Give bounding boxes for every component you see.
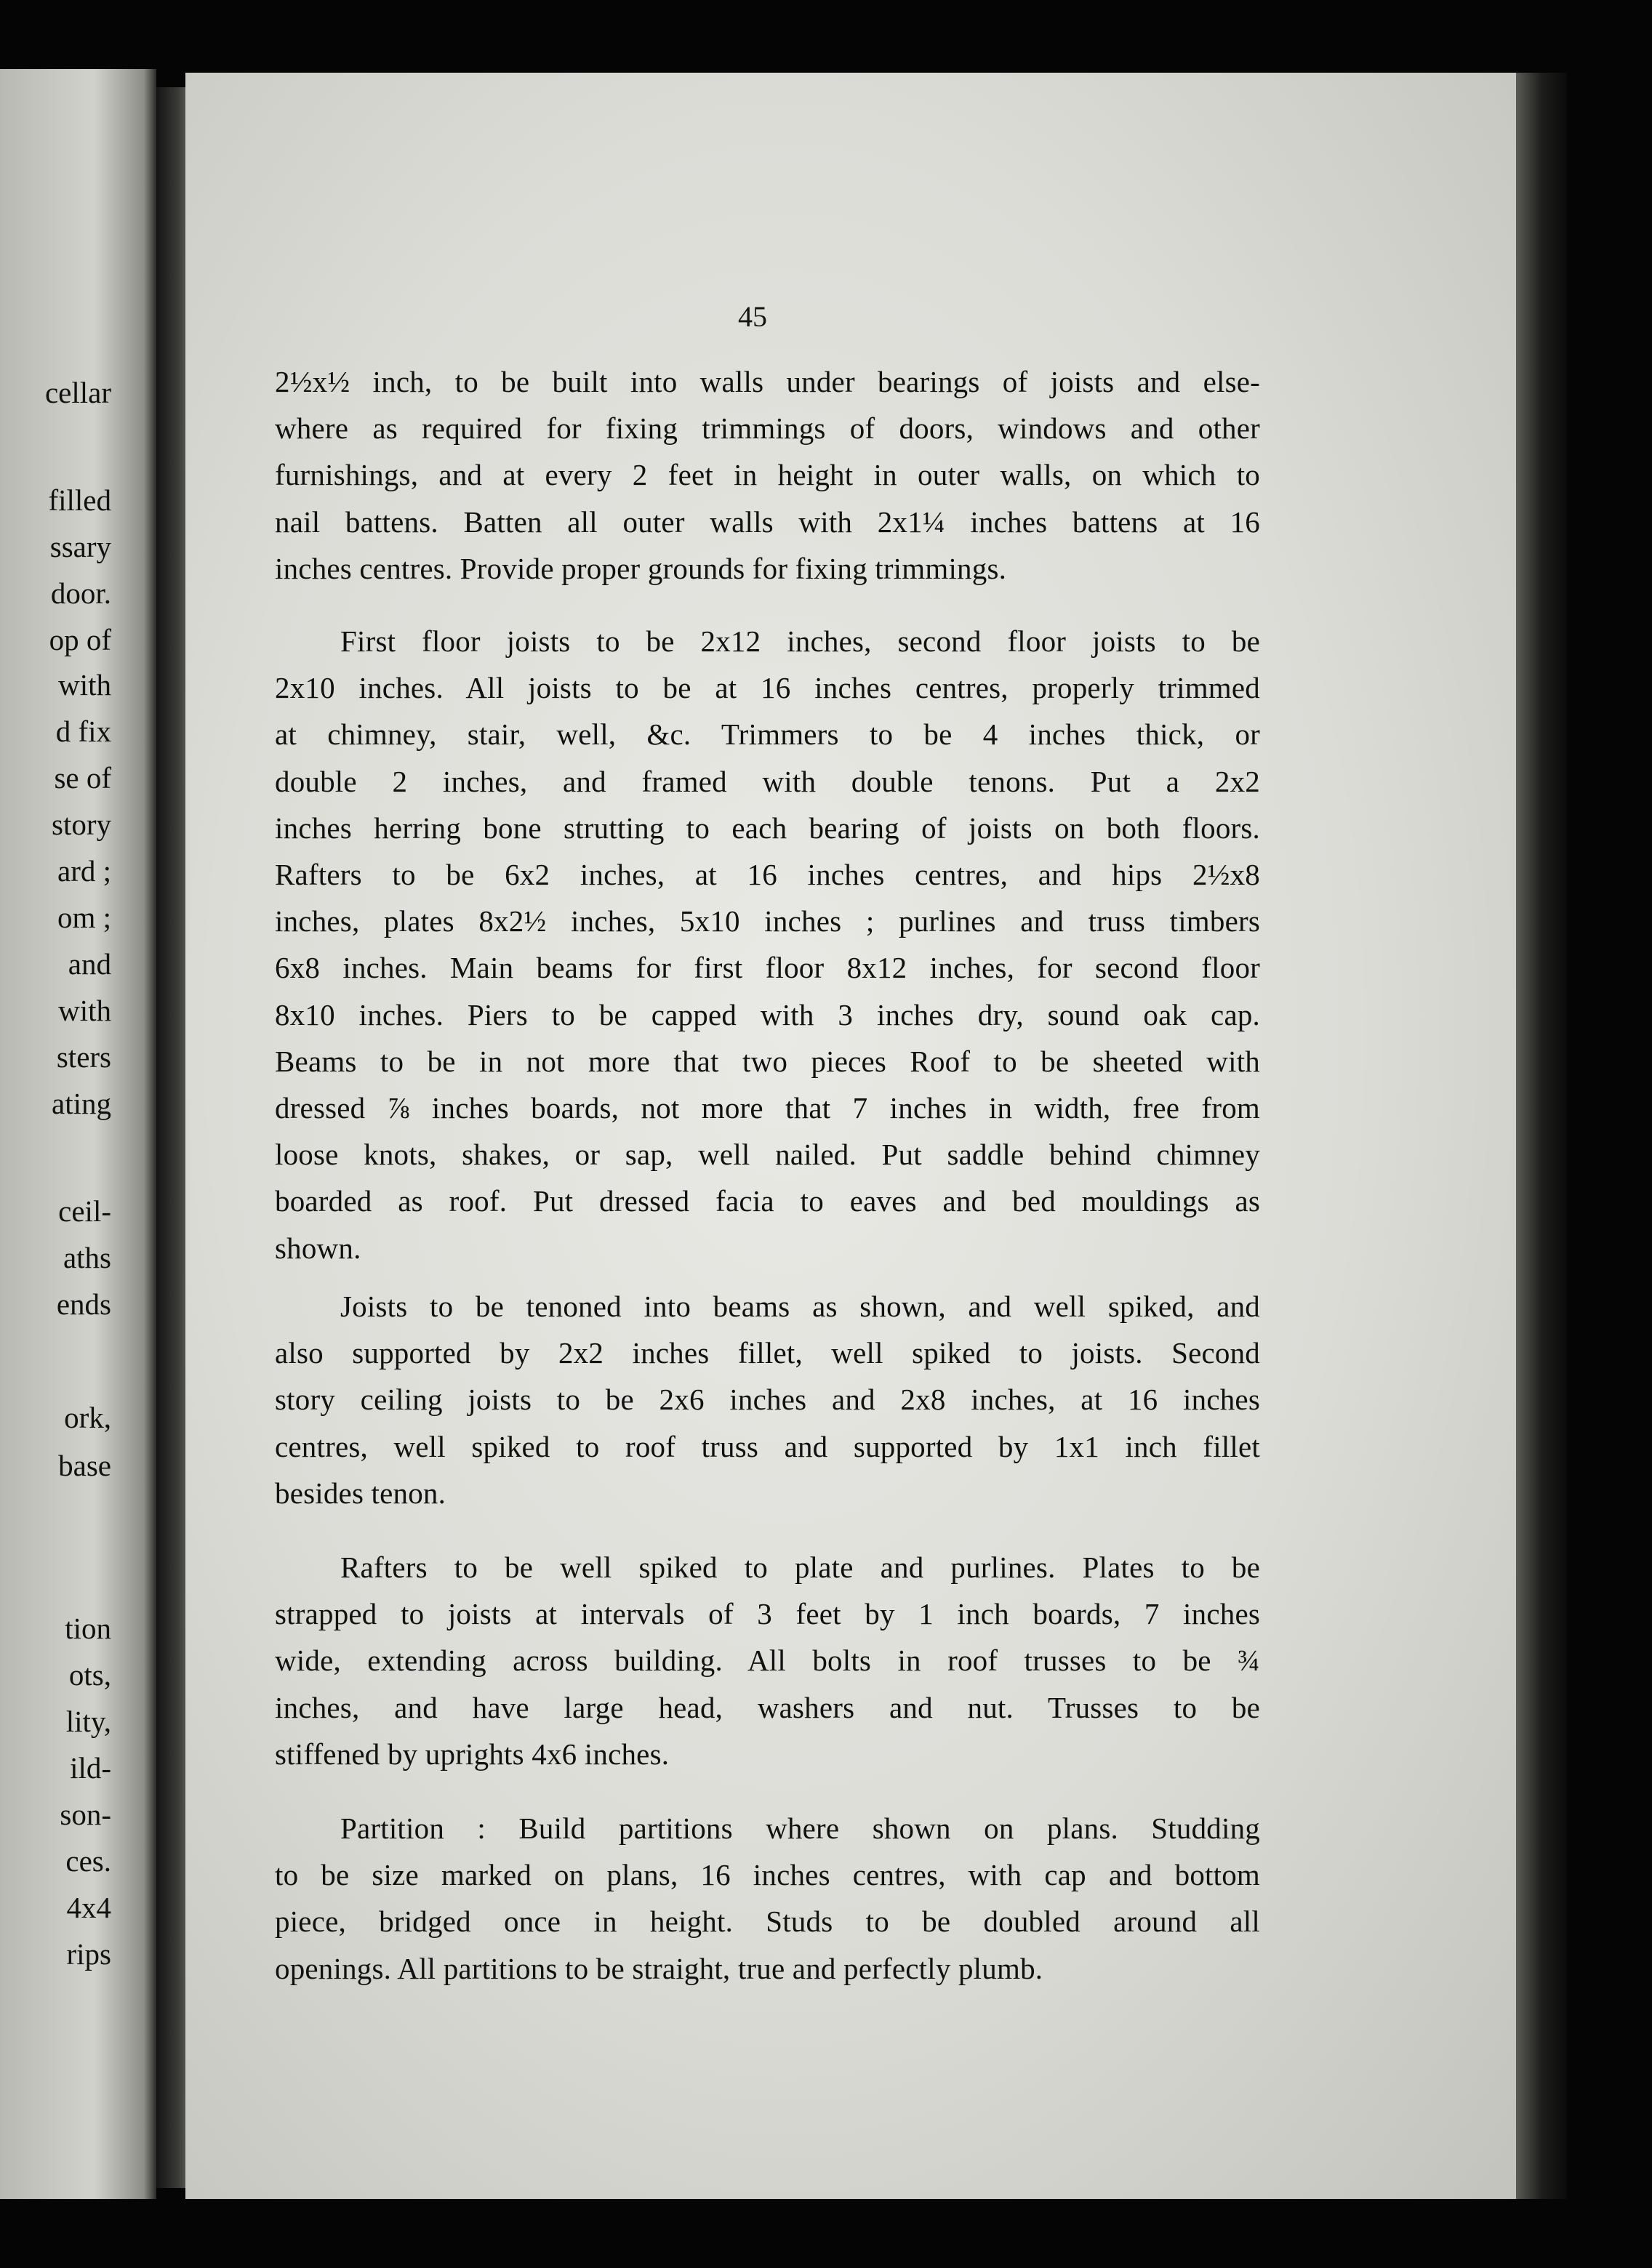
left-page-fragment: ork, <box>64 1401 111 1434</box>
paragraph-4-line: inches, and have large head, washers and nut. Trusses to be <box>275 1690 1260 1724</box>
left-page-fragment: and <box>68 947 111 981</box>
paragraph-2-line: boarded as roof. Put dressed facia to eaves and bed mouldings as <box>275 1184 1260 1218</box>
left-page-fragment: ssary <box>49 530 111 563</box>
paragraph-2-line: 8x10 inches. Piers to be capped with 3 inches dry, sound oak cap. <box>275 997 1260 1032</box>
paragraph-2-line: 2x10 inches. All joists to be at 16 inches centres, properly trimmed <box>275 671 1260 705</box>
paragraph-3-line: besides tenon. <box>275 1476 446 1510</box>
paragraph-5-line: piece, bridged once in height. Studs to be doubled around all <box>275 1905 1260 1939</box>
left-page-fragment: se of <box>54 761 111 795</box>
paragraph-1-line: where as required for fixing trimmings of doors, windows and other <box>275 411 1260 446</box>
paragraph-1-line: 2½x½ inch, to be built into walls under bearings of joists and else- <box>275 365 1260 398</box>
paragraph-1-line: inches centres. Provide proper grounds for fixing trimmings. <box>275 551 1007 585</box>
paragraph-3-line: story ceiling joists to be 2x6 inches and 2x8 inches, at 16 inches <box>275 1383 1260 1417</box>
left-page-fragment: sters <box>56 1040 111 1074</box>
left-page-fragment: ends <box>56 1287 111 1321</box>
paragraph-1-line: nail battens. Batten all outer walls with 2x1¼ inches battens at 16 <box>275 504 1260 539</box>
paragraph-4-line: strapped to joists at intervals of 3 feet by 1 inch boards, 7 inches <box>275 1597 1260 1631</box>
left-page-fragment: ceil- <box>58 1194 111 1228</box>
left-page-fragment: aths <box>63 1241 111 1274</box>
paragraph-2-line: loose knots, shakes, or sap, well nailed. Put saddle behind chimney <box>275 1138 1260 1172</box>
left-page-fragment: tion <box>65 1612 111 1645</box>
left-page-fragment: base <box>58 1449 111 1482</box>
left-page-fragment: op of <box>49 623 111 656</box>
left-page-fragment: ots, <box>68 1658 111 1692</box>
paragraph-2-line: 6x8 inches. Main beams for first floor 8x12 inches, for second floor <box>275 951 1260 985</box>
paragraph-2-line: Rafters to be 6x2 inches, at 16 inches centres, and hips 2½x8 <box>275 858 1260 891</box>
paragraph-5-line: Partition : Build partitions where shown on plans. Studding <box>340 1811 1260 1845</box>
left-page-fragment: ating <box>52 1087 111 1120</box>
left-page-fragment: 4x4 <box>66 1891 111 1924</box>
left-page-fragment: with <box>58 668 111 701</box>
paragraph-2-line: dressed ⅞ inches boards, not more that 7 inches in width, free from <box>275 1091 1260 1125</box>
paragraph-5-line: openings. All partitions to be straight, true and perfectly plumb. <box>275 1951 1043 1985</box>
left-page-fragment: ces. <box>65 1844 111 1878</box>
left-page-fragment: filled <box>48 483 111 517</box>
paragraph-2-line: inches, plates 8x2½ inches, 5x10 inches ; purlines and truss timbers <box>275 904 1260 938</box>
left-page-fragment: rips <box>66 1937 111 1971</box>
paragraph-3-line: also supported by 2x2 inches fillet, well spiked to joists. Second <box>275 1336 1260 1370</box>
page-edge <box>1516 73 1567 2199</box>
left-page-fragment: story <box>52 808 111 841</box>
left-page-fragment: ard ; <box>57 854 111 888</box>
paragraph-3-line: Joists to be tenoned into beams as shown, and well spiked, and <box>340 1290 1260 1323</box>
left-page-fragment: om ; <box>57 901 111 934</box>
left-page-fragment: d fix <box>55 715 111 748</box>
paragraph-2-line: double 2 inches, and framed with double tenons. Put a 2x2 <box>275 764 1260 798</box>
paragraph-2-line: shown. <box>275 1231 361 1265</box>
page-number: 45 <box>738 300 767 333</box>
left-page <box>0 69 156 2199</box>
paragraph-4-line: Rafters to be well spiked to plate and purlines. Plates to be <box>340 1551 1260 1584</box>
paragraph-1-line: furnishings, and at every 2 feet in height in outer walls, on which to <box>275 458 1260 492</box>
paragraph-3-line: centres, well spiked to roof truss and supported by 1x1 inch fillet <box>275 1429 1260 1463</box>
paragraph-2-line: inches herring bone strutting to each bearing of joists on both floors. <box>275 811 1260 845</box>
paragraph-5-line: to be size marked on plans, 16 inches centres, with cap and bottom <box>275 1858 1260 1892</box>
paragraph-2-line: Beams to be in not more that two pieces Roof to be sheeted with <box>275 1044 1260 1078</box>
left-page-fragment: door. <box>50 576 111 610</box>
paragraph-2-line: First floor joists to be 2x12 inches, second floor joists to be <box>340 624 1260 658</box>
left-page-fragment: ild- <box>70 1751 111 1785</box>
left-page-fragment: lity, <box>65 1705 111 1738</box>
left-page-fragment: with <box>58 994 111 1027</box>
paragraph-2-line: at chimney, stair, well, &c. Trimmers to be 4 inches thick, or <box>275 717 1260 752</box>
left-page-fragment: son- <box>60 1798 111 1831</box>
paragraph-4-line: wide, extending across building. All bolts in roof trusses to be ¾ <box>275 1644 1260 1678</box>
left-page-fragment: cellar <box>44 376 111 409</box>
paragraph-4-line: stiffened by uprights 4x6 inches. <box>275 1737 670 1771</box>
